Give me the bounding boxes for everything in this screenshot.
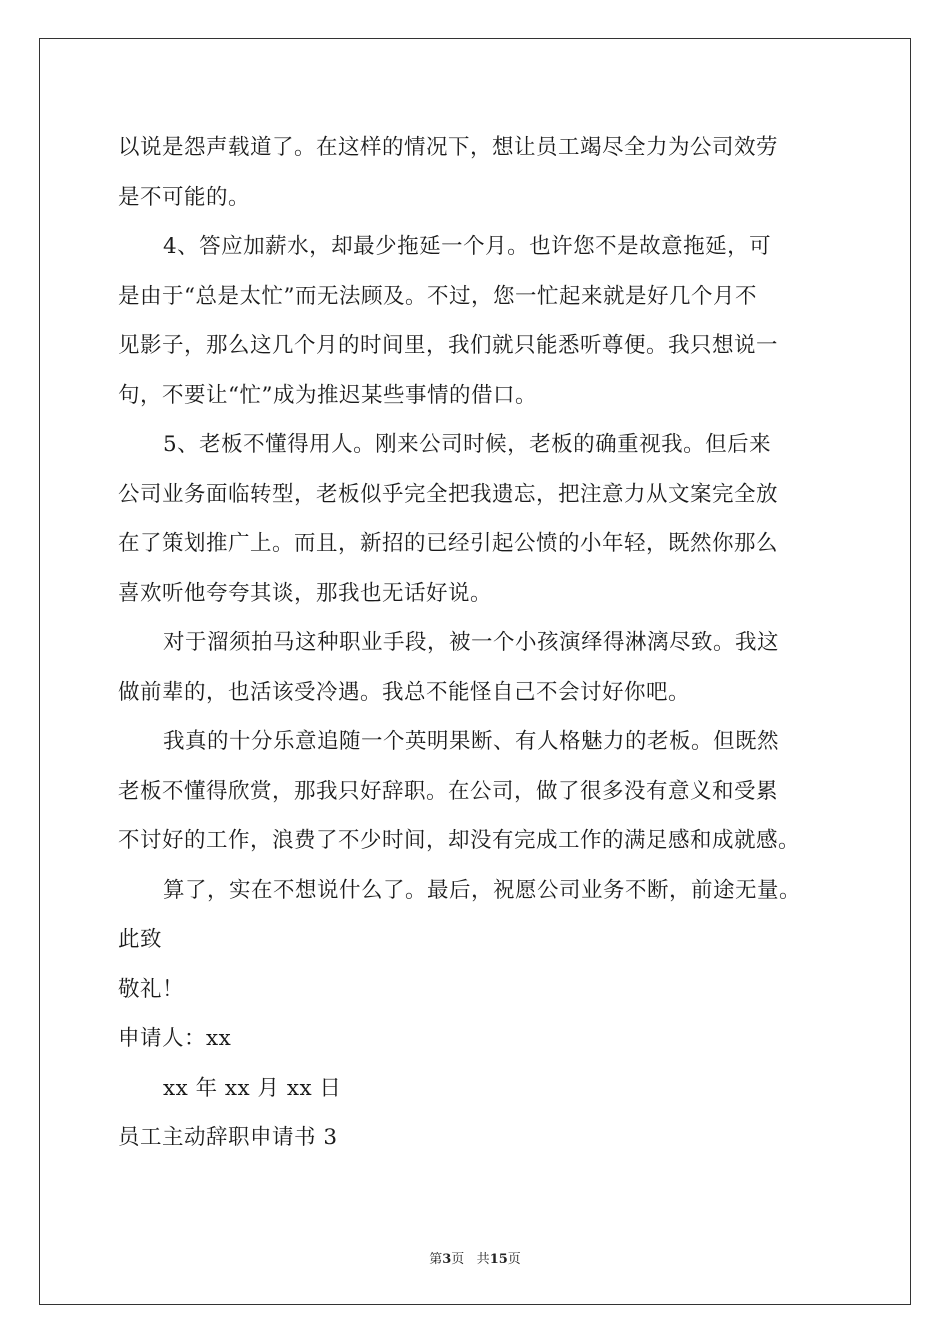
- body-line: 句，不要让“忙”成为推迟某些事情的借口。: [118, 382, 537, 408]
- closing-line: 此致: [118, 927, 163, 952]
- body-line: 见影子，那么这几个月的时间里，我们就只能悉听尊便。我只想说一: [118, 333, 779, 358]
- page-suffix: 页: [451, 1252, 465, 1267]
- total-suffix: 页: [507, 1252, 521, 1267]
- body-line: 喜欢听他夸夸其谈，那我也无话好说。: [118, 580, 493, 606]
- applicant-line: 申请人：xx: [118, 1026, 232, 1051]
- page-footer: [0, 1248, 950, 1267]
- body-line: 是由于“总是太忙”而无法顾及。不过，您一忙起来就是好几个月不: [118, 283, 757, 309]
- body-line: 做前辈的，也活该受冷遇。我总不能怪自己不会讨好你吧。: [118, 679, 691, 705]
- body-line: 5、老板不懂得用人。刚来公司时候，老板的确重视我。但后来: [163, 432, 772, 457]
- total-pages: 15: [489, 1252, 508, 1267]
- body-line: 对于溜须拍马这种职业手段，被一个小孩演绎得淋漓尽致。我这: [163, 630, 780, 655]
- body-line: 不讨好的工作，浪费了不少时间，却没有完成工作的满足感和成就感。: [118, 828, 801, 853]
- body-line: 以说是怨声载道了。在这样的情况下，想让员工竭尽全力为公司效劳: [118, 135, 779, 160]
- date-line: xx 年 xx 月 xx 日: [163, 1075, 342, 1101]
- body-line: 老板不懂得欣赏，那我只好辞职。在公司，做了很多没有意义和受累: [118, 778, 779, 804]
- page-prefix: 第: [429, 1252, 443, 1267]
- body-line: 4、答应加薪水，却最少拖延一个月。也许您不是故意拖延，可: [163, 234, 772, 259]
- salutation-line: 敬礼！: [118, 976, 185, 1002]
- page-number: 3: [442, 1252, 452, 1267]
- section-title: 员工主动辞职申请书 3: [118, 1125, 338, 1150]
- body-line: 公司业务面临转型，老板似乎完全把我遗忘，把注意力从文案完全放: [118, 481, 779, 507]
- body-line: 在了策划推广上。而且，新招的已经引起公愤的小年轻，既然你那么: [118, 531, 779, 556]
- body-line: 我真的十分乐意追随一个英明果断、有人格魅力的老板。但既然: [163, 729, 780, 754]
- body-line: 算了，实在不想说什么了。最后，祝愿公司业务不断，前途无量。: [163, 877, 802, 903]
- body-line: 是不可能的。: [118, 184, 251, 210]
- document-body: [118, 128, 848, 1168]
- total-prefix: 共: [476, 1252, 490, 1267]
